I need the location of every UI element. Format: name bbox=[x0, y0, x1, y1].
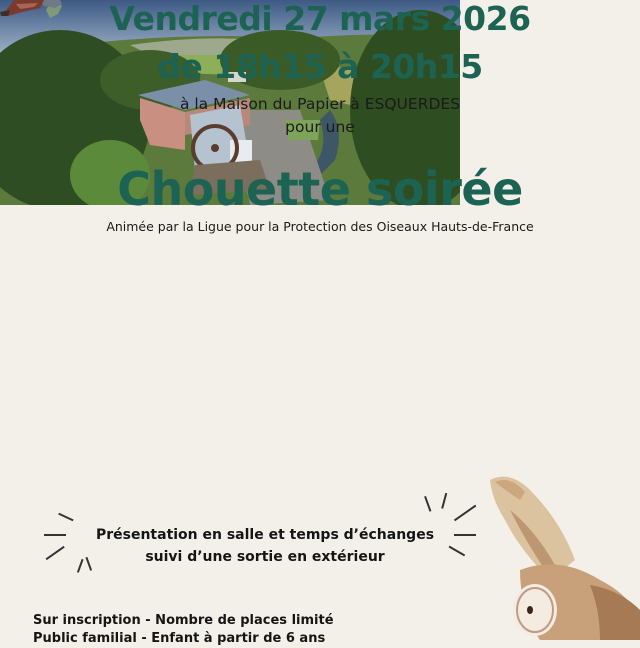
registration-info: Sur inscription - Nombre de places limité bbox=[33, 613, 334, 628]
program-line-1: Présentation en salle et temps d’échanges bbox=[95, 527, 435, 543]
barn-owl-illustration bbox=[480, 470, 640, 640]
audience-info: Public familial - Enfant à partir de 6 ans bbox=[33, 631, 326, 646]
event-date: Vendredi 27 mars 2026 bbox=[109, 0, 531, 38]
event-title: Chouette soirée bbox=[117, 162, 523, 216]
event-time: de 18h15 à 20h15 bbox=[157, 47, 483, 86]
event-organizer: Animée par la Ligue pour la Protection des Oiseaux Hauts-de-France bbox=[106, 219, 534, 234]
program-line-2: suivi d’une sortie en extérieur bbox=[145, 549, 385, 565]
event-location: à la Maison du Papier à ESQUERDES bbox=[179, 95, 461, 113]
connector-text: pour une bbox=[285, 118, 355, 136]
